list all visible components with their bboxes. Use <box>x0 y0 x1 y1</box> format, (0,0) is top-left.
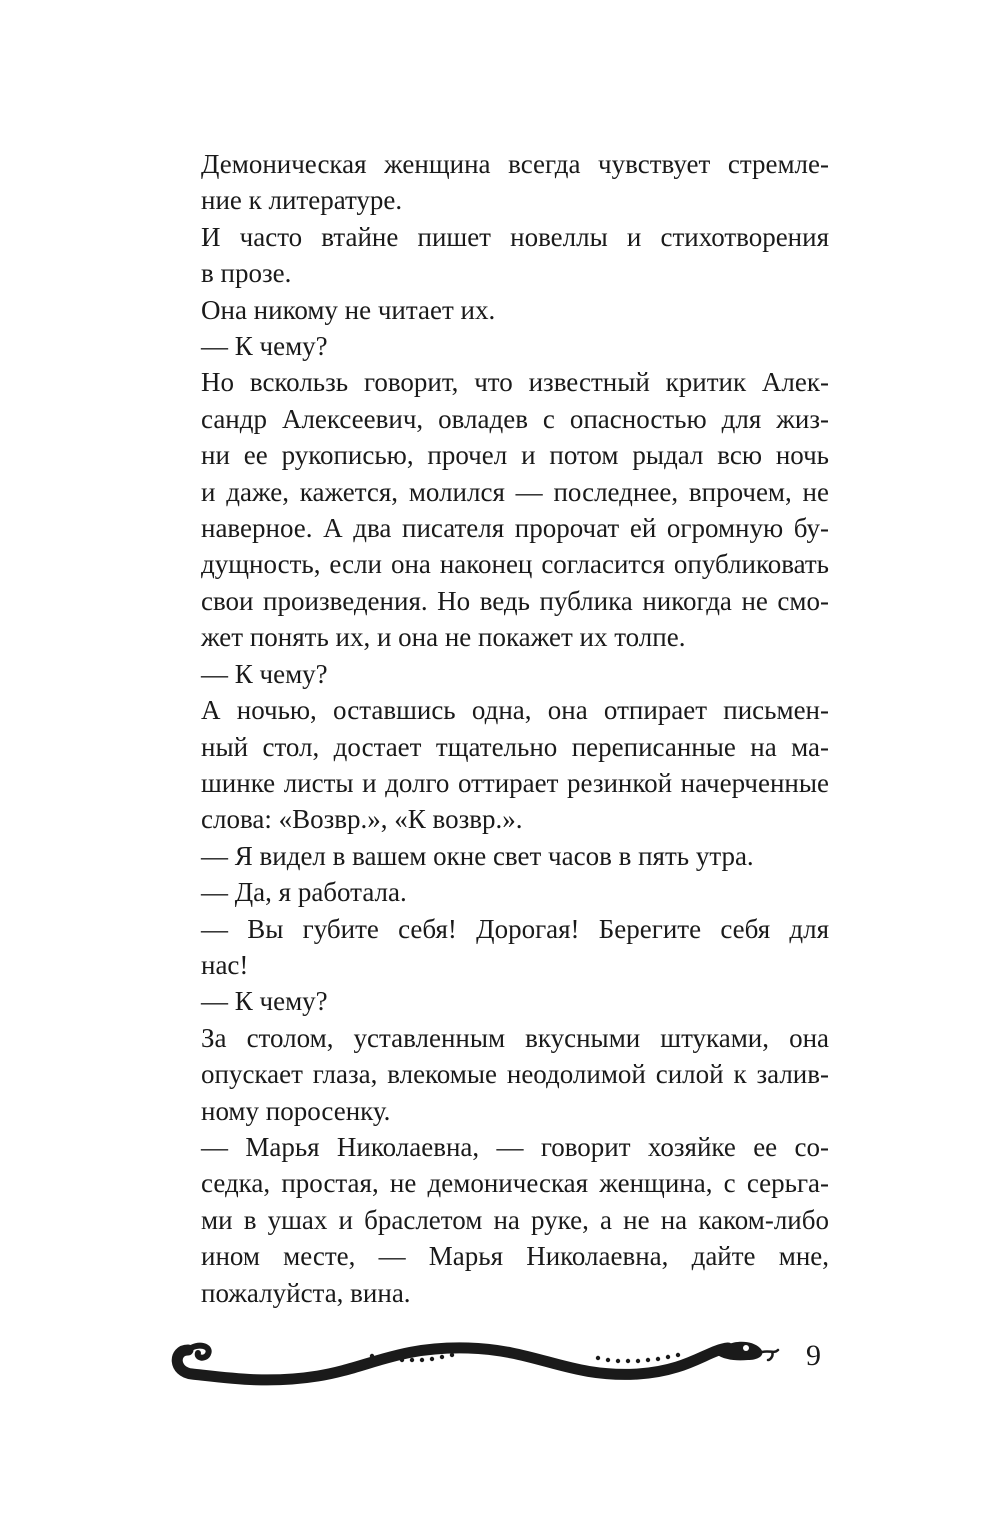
text-line: ни ее рукописью, прочел и потом рыдал всю ночь <box>201 440 829 471</box>
text-line: — Вы губите себя! Дорогая! Берегите себя для <box>201 913 829 944</box>
text-line: — Я видел в вашем окне свет часов в пять утра. <box>201 840 754 871</box>
text-line: ином месте, — Марья Николаевна, дайте мне, <box>201 1241 829 1272</box>
text-line: — Да, я работала. <box>201 877 407 908</box>
text-line: ному поросенку. <box>201 1095 391 1126</box>
text-line: и даже, кажется, молился — последнее, впрочем, не <box>201 476 829 507</box>
text-line: пожалуйста, вина. <box>201 1277 411 1308</box>
text-line: За столом, уставленным вкусными штуками, она <box>201 1022 829 1053</box>
text-line: в прозе. <box>201 258 292 289</box>
text-line: — К чему? <box>201 986 328 1017</box>
page-footer <box>168 1320 828 1400</box>
text-line: ный стол, достает тщательно переписанные на ма- <box>201 731 829 762</box>
text-line: шинке листы и долго оттирает резинкой начерченные <box>201 767 829 798</box>
text-line: Но вскользь говорит, что известный критик Алек- <box>201 367 829 398</box>
text-line: наверное. А два писателя пророчат ей огромную бу- <box>201 513 829 544</box>
text-line: И часто втайне пишет новеллы и стихотворения <box>201 221 829 252</box>
text-line: седка, простая, не демоническая женщина, с серьга- <box>201 1168 829 1199</box>
text-line: слова: «Возвр.», «К возвр.». <box>201 804 523 835</box>
text-line: Демоническая женщина всегда чувствует стремле- <box>201 149 829 179</box>
text-line: Она никому не читает их. <box>201 294 496 325</box>
page-body-text <box>201 146 829 1311</box>
text-line: — Марья Николаевна, — говорит хозяйке ее со- <box>201 1131 829 1162</box>
page-number: 9 <box>806 1339 821 1372</box>
serpent-ornament-icon <box>168 1320 780 1400</box>
text-line: опускает глаза, влекомые неодолимой силой к залив- <box>201 1059 829 1090</box>
text-line: нас! <box>201 949 249 980</box>
text-line: свои произведения. Но ведь публика никогда не смо- <box>201 585 829 616</box>
text-line: жет понять их, и она не покажет их толпе. <box>201 622 686 653</box>
text-line: дущность, если она наконец согласится опубликовать <box>201 549 829 580</box>
text-line: ние к литературе. <box>201 185 403 216</box>
text-line: сандр Алексеевич, овладев с опасностью для жиз- <box>201 403 829 434</box>
text-line: — К чему? <box>201 331 328 362</box>
text-line: ми в ушах и браслетом на руке, а не на каком-либо <box>201 1204 829 1235</box>
text-line: А ночью, оставшись одна, она отпирает письмен- <box>201 695 829 726</box>
text-line: — К чему? <box>201 658 328 689</box>
